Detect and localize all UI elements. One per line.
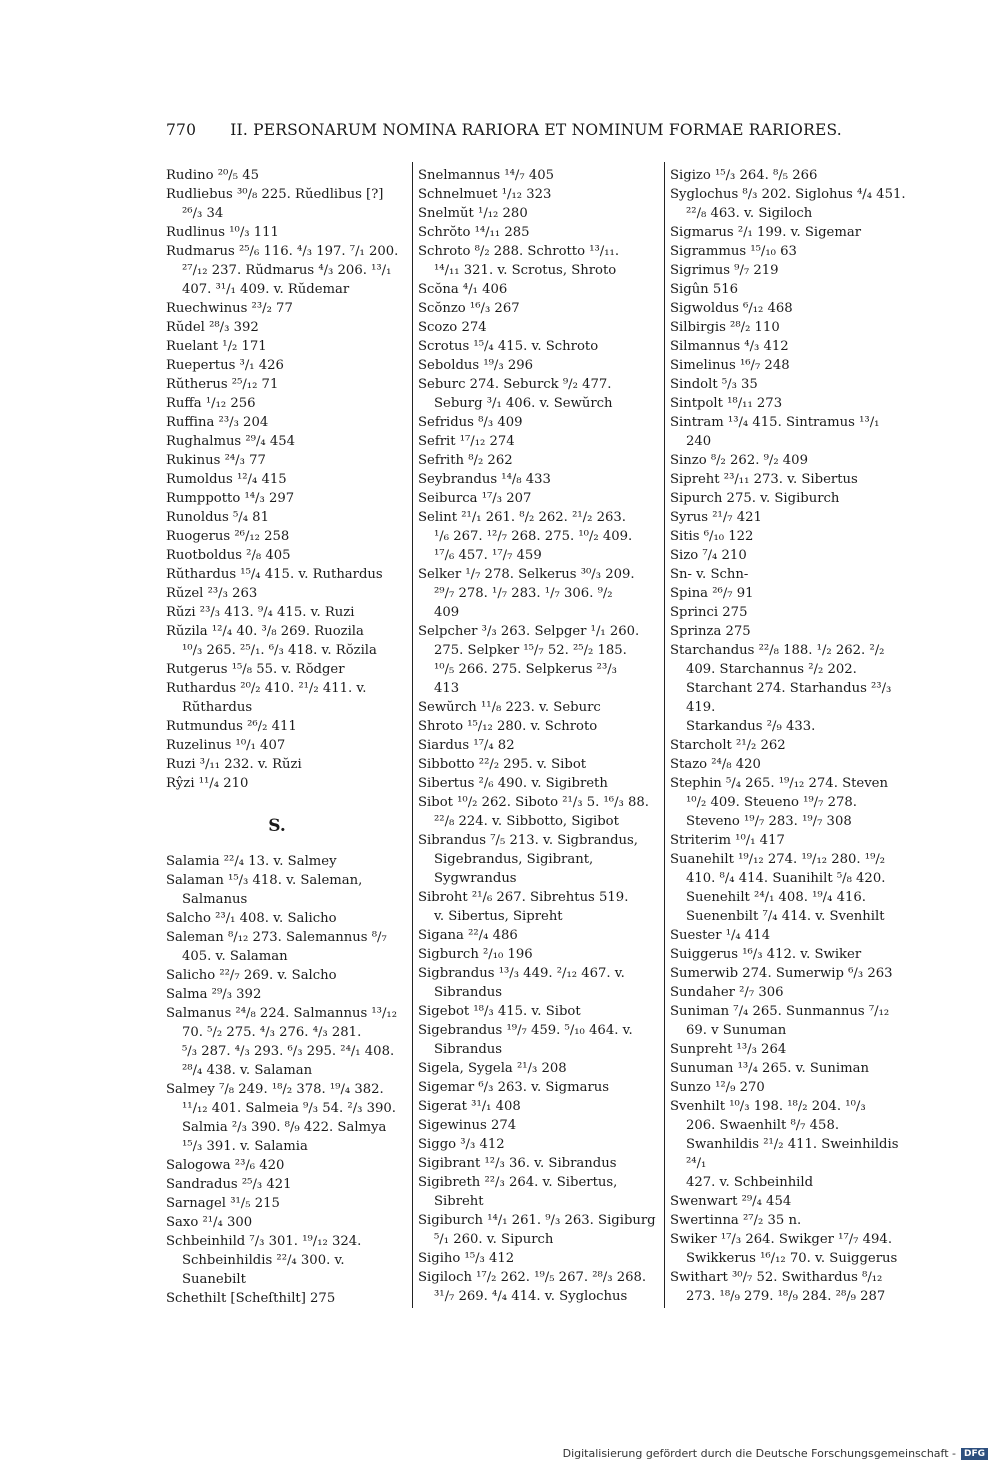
index-entry: Syrus ²¹/₇ 421 <box>670 510 762 525</box>
index-entry: Starchandus ²²/₈ 188. ¹/₂ 262. ²/₂ 409. Starchannus ²/₂ 202. Starchant 274. Starhandus ²³/₃ 419. Starkandus ²/₉ 433. <box>670 643 892 734</box>
index-entry: Schbeinhild ⁷/₃ 301. ¹⁹/₁₂ 324. Schbeinhildis ²²/₄ 300. v. Suanebilt <box>166 1234 362 1287</box>
index-entry: Rumoldus ¹²/₄ 415 <box>166 472 287 487</box>
dfg-logo: DFG <box>961 1448 988 1460</box>
index-entry: Suanehilt ¹⁹/₁₂ 274. ¹⁹/₁₂ 280. ¹⁹/₂ 410. ⁸/₄ 414. Suanihilt ⁵/₈ 420. Suenehilt ²⁴/₁ 408. ¹⁹/₄ 416. Suenenbilt ⁷/₄ 414. v. Svenhilt <box>670 852 886 924</box>
index-entry: Saxo ²¹/₄ 300 <box>166 1215 253 1230</box>
index-entry: Suiggerus ¹⁶/₃ 412. v. Swiker <box>670 947 862 962</box>
index-entry: Striterim ¹⁰/₁ 417 <box>670 833 785 848</box>
index-entry: Selint ²¹/₁ 261. ⁸/₂ 262. ²¹/₂ 263. ¹/₆ 267. ¹²/₇ 268. 275. ¹⁰/₂ 409. ¹⁷/₆ 457. ¹⁷/₇ 459 <box>418 510 633 563</box>
index-entry: Scŏnzo ¹⁶/₃ 267 <box>418 301 520 316</box>
index-entry: Ruelant ¹/₂ 171 <box>166 339 267 354</box>
index-entry: Siardus ¹⁷/₄ 82 <box>418 738 515 753</box>
index-entry: Sundaher ²/₇ 306 <box>670 985 784 1000</box>
entries-r <box>166 166 404 793</box>
entries-s-end <box>670 166 910 1306</box>
index-entry: Sigerat ³¹/₁ 408 <box>418 1099 521 1114</box>
index-entry: Salma ²⁹/₃ 392 <box>166 987 262 1002</box>
index-entry: Sipurch 275. v. Sigiburch <box>670 491 840 506</box>
section-heading-s: S. <box>268 816 286 836</box>
page-title: II. PERSONARUM NOMINA RARIORA ET NOMINUM FORMAE RARIORES. <box>230 121 842 139</box>
index-entry: Seiburca ¹⁷/₃ 207 <box>418 491 532 506</box>
index-entry: Sigûn 516 <box>670 282 739 297</box>
digitization-footer <box>563 1447 988 1460</box>
entries-s-continued <box>418 166 658 1306</box>
column-divider-2 <box>664 162 665 1308</box>
index-entry: Sigbrandus ¹³/₃ 449. ²/₁₂ 467. v. Sibrandus <box>418 966 625 1000</box>
index-entry: Ruffina ²³/₃ 204 <box>166 415 269 430</box>
index-entry: Sigmarus ²/₁ 199. v. Sigemar <box>670 225 862 240</box>
index-entry: Snelmŭt ¹/₁₂ 280 <box>418 206 528 221</box>
index-entry: Sarnagel ³¹/₅ 215 <box>166 1196 280 1211</box>
index-entry: Rukinus ²⁴/₃ 77 <box>166 453 266 468</box>
index-entry: Sn- v. Schn- <box>670 567 749 582</box>
index-entry: Sigela, Sygela ²¹/₃ 208 <box>418 1061 567 1076</box>
index-entry: Sitis ⁶/₁₀ 122 <box>670 529 754 544</box>
footer-text: Digitalisierung gefördert durch die Deutsche Forschungsgemeinschaft - <box>562 1447 956 1460</box>
index-entry: Salicho ²²/₇ 269. v. Salcho <box>166 968 337 983</box>
index-entry: Sprinza 275 <box>670 624 751 639</box>
index-entry: Sumerwib 274. Sumerwip ⁶/₃ 263 <box>670 966 893 981</box>
index-entry: Rŭdel ²⁸/₃ 392 <box>166 320 259 335</box>
index-entry: Sewŭrch ¹¹/₈ 223. v. Seburc <box>418 700 601 715</box>
index-entry: Ruogerus ²⁶/₁₂ 258 <box>166 529 290 544</box>
index-entry: Schroto ⁸/₂ 288. Schrotto ¹³/₁₁. ¹⁴/₁₁ 321. v. Scrotus, Shroto <box>418 244 620 278</box>
index-entry: Sigburch ²/₁₀ 196 <box>418 947 533 962</box>
index-entry: Selpcher ³/₃ 263. Selpger ¹/₁ 260. 275. Selpker ¹⁵/₇ 52. ²⁵/₂ 185. ¹⁰/₅ 266. 275. Selpkerus ²³/₃ 413 <box>418 624 640 696</box>
index-entry: Schrŏto ¹⁴/₁₁ 285 <box>418 225 530 240</box>
index-entry: Shroto ¹⁵/₁₂ 280. v. Schroto <box>418 719 598 734</box>
index-entry: Simelinus ¹⁶/₇ 248 <box>670 358 790 373</box>
index-entry: Sigemar ⁶/₃ 263. v. Sigmarus <box>418 1080 610 1095</box>
index-entry: Stazo ²⁴/₈ 420 <box>670 757 761 772</box>
index-entry: Stephin ⁵/₄ 265. ¹⁹/₁₂ 274. Steven ¹⁰/₂ 409. Steueno ¹⁹/₇ 278. Steveno ¹⁹/₇ 283. ¹⁹/₇ 308 <box>670 776 888 829</box>
index-entry: Runoldus ⁵/₄ 81 <box>166 510 269 525</box>
index-entry: Silmannus ⁴/₃ 412 <box>670 339 789 354</box>
index-column-3 <box>670 166 910 1306</box>
index-entry: Sigewinus 274 <box>418 1118 517 1133</box>
index-entry: Scŏna ⁴/₁ 406 <box>418 282 508 297</box>
index-entry: Sefrit ¹⁷/₁₂ 274 <box>418 434 515 449</box>
entries-s <box>166 852 404 1308</box>
index-entry: Suniman ⁷/₄ 265. Sunmannus ⁷/₁₂ 69. v Sunuman <box>670 1004 890 1038</box>
index-entry: Sibbotto ²²/₂ 295. v. Sibot <box>418 757 587 772</box>
index-entry: Schnelmuet ¹/₁₂ 323 <box>418 187 552 202</box>
index-entry: Starcholt ²¹/₂ 262 <box>670 738 786 753</box>
index-entry: Scrotus ¹⁵/₄ 415. v. Schroto <box>418 339 599 354</box>
index-entry: Rŭtherus ²⁵/₁₂ 71 <box>166 377 279 392</box>
index-entry: Ruzi ³/₁₁ 232. v. Rŭzi <box>166 757 302 772</box>
index-entry: Rudino ²⁰/₅ 45 <box>166 168 259 183</box>
index-entry: Sandradus ²⁵/₃ 421 <box>166 1177 292 1192</box>
index-entry: Sefridus ⁸/₃ 409 <box>418 415 523 430</box>
index-entry: Siggo ³/₃ 412 <box>418 1137 505 1152</box>
index-entry: Sigrammus ¹⁵/₁₀ 63 <box>670 244 797 259</box>
index-entry: Sizo ⁷/₄ 210 <box>670 548 747 563</box>
index-entry: Ruthardus ²⁰/₂ 410. ²¹/₂ 411. v. Rŭthardus <box>166 681 367 715</box>
index-entry: Rumppotto ¹⁴/₃ 297 <box>166 491 295 506</box>
index-entry: Sigiho ¹⁵/₃ 412 <box>418 1251 515 1266</box>
index-entry: Sintpolt ¹⁸/₁₁ 273 <box>670 396 783 411</box>
index-entry: Swenwart ²⁹/₄ 454 <box>670 1194 792 1209</box>
index-entry: Salmanus ²⁴/₈ 224. Salmannus ¹³/₁₂ 70. ⁵/₂ 275. ⁴/₃ 276. ⁴/₃ 281. ⁵/₃ 287. ⁴/₃ 293. ⁶/₃ 295. ²⁴/₁ 408. ²⁸/₄ 438. v. Salaman <box>166 1006 397 1078</box>
index-entry: Sibertus ²/₆ 490. v. Sigibreth <box>418 776 608 791</box>
index-entry: Saleman ⁸/₁₂ 273. Salemannus ⁸/₇ 405. v. Salaman <box>166 930 387 964</box>
index-entry: Salamia ²²/₄ 13. v. Salmey <box>166 854 337 869</box>
index-entry: Swertinna ²⁷/₂ 35 n. <box>670 1213 802 1228</box>
index-entry: Sindolt ⁵/₃ 35 <box>670 377 758 392</box>
index-entry: Sigebot ¹⁸/₃ 415. v. Sibot <box>418 1004 581 1019</box>
index-entry: Sigebrandus ¹⁹/₇ 459. ⁵/₁₀ 464. v. Sibrandus <box>418 1023 633 1057</box>
index-entry: Rutgerus ¹⁵/₈ 55. v. Rŏdger <box>166 662 345 677</box>
index-entry: Sunpreht ¹³/₃ 264 <box>670 1042 787 1057</box>
index-entry: Seybrandus ¹⁴/₈ 433 <box>418 472 551 487</box>
index-entry: Sintram ¹³/₄ 415. Sintramus ¹³/₁ 240 <box>670 415 880 449</box>
index-entry: Ruepertus ³/₁ 426 <box>166 358 284 373</box>
index-entry: Sunuman ¹³/₄ 265. v. Suniman <box>670 1061 869 1076</box>
index-entry: Sprinci 275 <box>670 605 748 620</box>
index-entry: Rŭzila ¹²/₄ 40. ³/₈ 269. Ruozila ¹⁰/₃ 265. ²⁵/₁. ⁶/₃ 418. v. Rŏzila <box>166 624 377 658</box>
index-entry: Ruotboldus ²/₈ 405 <box>166 548 291 563</box>
index-entry: Seboldus ¹⁹/₃ 296 <box>418 358 533 373</box>
index-entry: Ruffa ¹/₁₂ 256 <box>166 396 256 411</box>
index-entry: Snelmannus ¹⁴/₇ 405 <box>418 168 555 183</box>
index-entry: Schethilt [Scheſthilt] 275 <box>166 1291 336 1306</box>
index-entry: Salaman ¹⁵/₃ 418. v. Saleman, Salmanus <box>166 873 363 907</box>
index-entry: Salcho ²³/₁ 408. v. Salicho <box>166 911 337 926</box>
index-column-2 <box>418 166 658 1306</box>
index-entry: Sunzo ¹²/₉ 270 <box>670 1080 765 1095</box>
index-entry: Sibot ¹⁰/₂ 262. Siboto ²¹/₃ 5. ¹⁶/₃ 88. ²²/₈ 224. v. Sibbotto, Sigibot <box>418 795 649 829</box>
page-header <box>166 121 846 139</box>
index-entry: Rŭzel ²³/₃ 263 <box>166 586 258 601</box>
index-entry: Swiker ¹⁷/₃ 264. Swikger ¹⁷/₇ 494. Swikkerus ¹⁶/₁₂ 70. v. Suiggerus <box>670 1232 898 1266</box>
page-number: 770 <box>166 121 197 139</box>
column-divider-1 <box>412 162 413 1308</box>
index-entry: Seburc 274. Seburck ⁹/₂ 477. Seburg ³/₁ 406. v. Sewŭrch <box>418 377 613 411</box>
index-entry: Sigiloch ¹⁷/₂ 262. ¹⁹/₅ 267. ²⁸/₃ 268. ³¹/₇ 269. ⁴/₄ 414. v. Syglochus <box>418 1270 647 1304</box>
index-entry: Sigiburch ¹⁴/₁ 261. ⁹/₃ 263. Sigiburg ⁵/₁ 260. v. Sipurch <box>418 1213 656 1247</box>
index-entry: Rudlinus ¹⁰/₃ 111 <box>166 225 279 240</box>
index-entry: Sefrith ⁸/₂ 262 <box>418 453 513 468</box>
index-entry: Svenhilt ¹⁰/₃ 198. ¹⁸/₂ 204. ¹⁰/₃ 206. Swaenhilt ⁸/₇ 458. Swanhildis ²¹/₂ 411. Sweinhildis ²⁴/₁ 427. v. Schbeinhild <box>670 1099 899 1190</box>
index-entry: Sigizo ¹⁵/₃ 264. ⁸/₅ 266 <box>670 168 818 183</box>
index-entry: Sigibrant ¹²/₃ 36. v. Sibrandus <box>418 1156 617 1171</box>
index-entry: Rŭthardus ¹⁵/₄ 415. v. Ruthardus <box>166 567 383 582</box>
index-entry: Syglochus ⁸/₃ 202. Siglohus ⁴/₄ 451. ²²/₈ 463. v. Sigiloch <box>670 187 906 221</box>
index-entry: Scozo 274 <box>418 320 487 335</box>
index-entry: Sigibreth ²²/₃ 264. v. Sibertus, Sibreht <box>418 1175 618 1209</box>
index-entry: Rughalmus ²⁹/₄ 454 <box>166 434 296 449</box>
index-entry: Selker ¹/₇ 278. Selkerus ³⁰/₃ 209. ²⁹/₇ 278. ¹/₇ 283. ¹/₇ 306. ⁹/₂ 409 <box>418 567 635 620</box>
index-entry: Salmey ⁷/₈ 249. ¹⁸/₂ 378. ¹⁹/₄ 382. ¹¹/₁₂ 401. Salmeia ⁹/₃ 54. ²/₃ 390. Salmia ²/₃ 390. ⁸/₉ 422. Salmya ¹⁵/₃ 391. v. Salamia <box>166 1082 396 1154</box>
index-entry: Sinzo ⁸/₂ 262. ⁹/₂ 409 <box>670 453 808 468</box>
index-entry: Ruechwinus ²³/₂ 77 <box>166 301 293 316</box>
index-entry: Rutmundus ²⁶/₂ 411 <box>166 719 297 734</box>
index-entry: Sibrandus ⁷/₅ 213. v. Sigbrandus, Sigebrandus, Sigibrant, Sygwrandus <box>418 833 638 886</box>
index-entry: Salogowa ²³/₆ 420 <box>166 1158 285 1173</box>
index-entry: Silbirgis ²⁸/₂ 110 <box>670 320 780 335</box>
index-entry: Sigwoldus ⁶/₁₂ 468 <box>670 301 793 316</box>
index-entry: Rŭzi ²³/₃ 413. ⁹/₄ 415. v. Ruzi <box>166 605 355 620</box>
index-entry: Ruzelinus ¹⁰/₁ 407 <box>166 738 286 753</box>
index-entry: Rudmarus ²⁵/₆ 116. ⁴/₃ 197. ⁷/₁ 200. ²⁷/₁₂ 237. Rŭdmarus ⁴/₃ 206. ¹³/₁ 407. ³¹/₁ 409. v. Rŭdemar <box>166 244 399 297</box>
index-column-1 <box>166 166 404 1308</box>
index-entry: Spina ²⁶/₇ 91 <box>670 586 754 601</box>
index-entry: Sigrimus ⁹/₇ 219 <box>670 263 779 278</box>
index-entry: Sigana ²²/₄ 486 <box>418 928 518 943</box>
index-entry: Sibroht ²¹/₆ 267. Sibrehtus 519. v. Sibertus, Sipreht <box>418 890 629 924</box>
index-entry: Rŷzi ¹¹/₄ 210 <box>166 776 249 791</box>
index-entry: Swithart ³⁰/₇ 52. Swithardus ⁸/₁₂ 273. ¹⁸/₉ 279. ¹⁸/₉ 284. ²⁸/₉ 287 <box>670 1270 886 1304</box>
index-entry: Suester ¹/₄ 414 <box>670 928 771 943</box>
index-entry: Sipreht ²³/₁₁ 273. v. Sibertus <box>670 472 858 487</box>
index-entry: Rudliebus ³⁰/₈ 225. Rŭedlibus [?] ²⁶/₃ 34 <box>166 187 384 221</box>
